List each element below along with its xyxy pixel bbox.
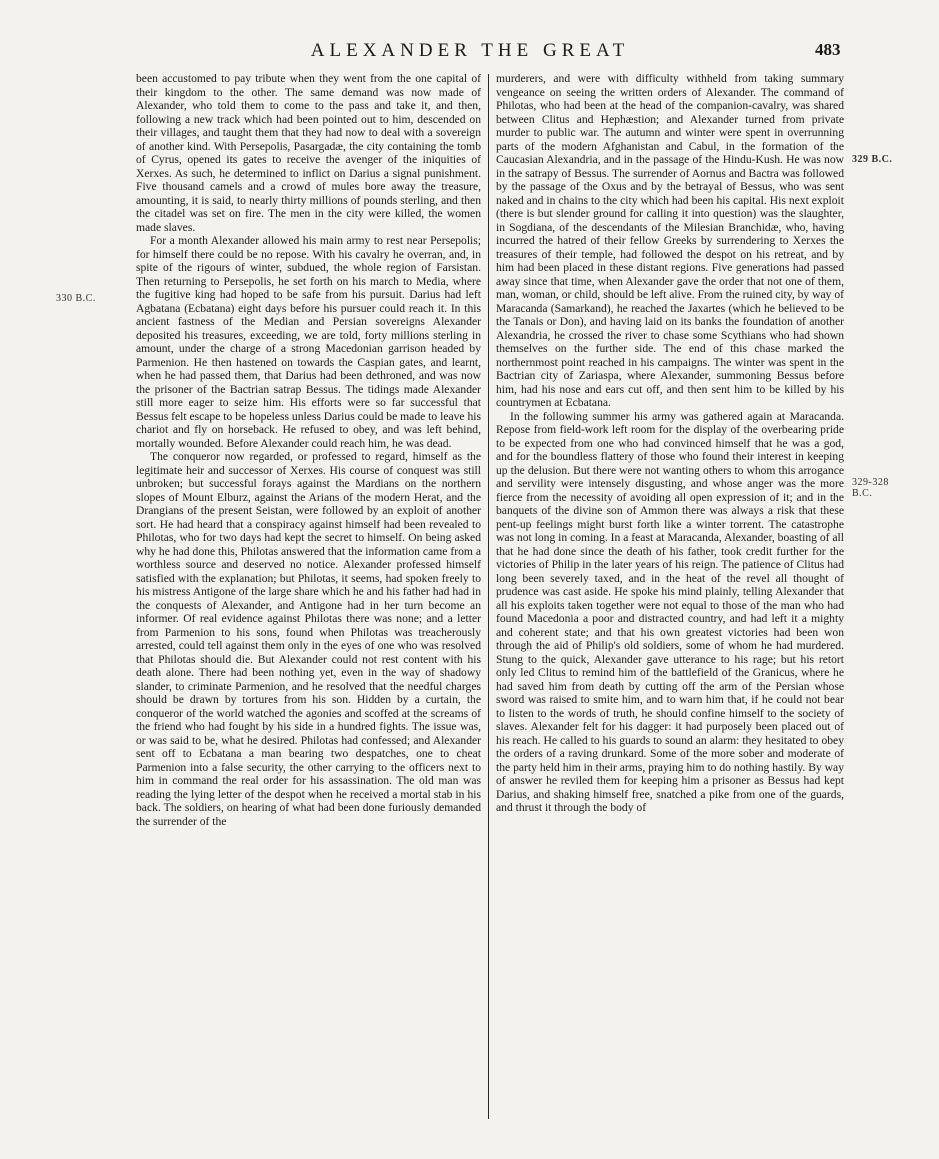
page-number: 483 (815, 40, 841, 59)
right-paragraph-1: murderers, and were with difficulty withheld from taking summary vengeance on seeing the written orders of Alexander. The command of Philotas, who had been at the head of the companion-cavalry, was shared between Clitus and Hephæstion; and Alexander turned from private murder to public war. The autumn and winter were spent in overrunning parts of the modern Afghanistan and Cabul, in the formation of the Caucasian Alexandria, and in the passage of the Hindu-Kush. He was now in the satrapy of Bessus. The surrender of Aornus and Bactra was followed by the passage of the Oxus and by the betrayal of Bessus, who was sent naked and in chains to the city which had been his capital. His next exploit (there is but slender ground for calling it into question) was the slaughter, in Sogdiana, of the descendants of the Milesian Branchidæ, who, having incurred the hatred of their fellow Greeks by surrendering to Xerxes the treasures of their temple, had followed the despot on his retreat, and by him had been placed in these distant regions. Five generations had passed away since that time, when Alexander gave the order that not one of them, man, woman, or child, should be left alive. From the ruined city, by way of Maracanda (Samarkand), he reached the Jaxartes (which he believed to be the Tanais or Don), and having laid on its banks the foundation of another Alexandria, he crossed the river to chase some Scythians who had shown themselves on the further side. The end of this chase marked the northernmost point reached in his campaigns. The winter was spent in the Bactrian city of Zariaspa, where Alexander, summoning Bessus before him, had his nose and ears cut off, and then sent him to be killed by his countrymen at Ecbatana. (496, 72, 844, 409)
left-column (136, 72, 481, 828)
margin-date-right-2: 329-328 B.C. (852, 477, 889, 499)
right-column (496, 72, 844, 815)
left-paragraph-2: For a month Alexander allowed his main army to rest near Persepolis; for himself there could be no repose. With his cavalry he overran, and, in spite of the rigours of winter, subdued, the whole region of Farsistan. Then returning to Persepolis, he set forth on his march to Media, where the fugitive king had hoped to be safe from his pursuit. Darius had left Agbatana (Ecbatana) eight days before his pursuer could reach it. In this ancient fastness of the Median and Persian sovereigns Alexander deposited his treasures, exceeding, we are told, forty millions sterling in amount, under the charge of a strong Macedonian garrison headed by Parmenion. He then hastened on towards the Caspian gates, and learnt, when he had passed them, that Darius had been dethroned, and was now the prisoner of the Bactrian satrap Bessus. The tidings made Alexander still more eager to seize him. His efforts were so far successful that Bessus felt escape to be hopeless unless Darius could be made to leave his chariot and fly on horseback. He refused to obey, and was left behind, mortally wounded. Before Alexander could reach him, he was dead. (136, 234, 481, 450)
column-divider (488, 74, 489, 1119)
left-paragraph-3: The conqueror now regarded, or professed to regard, himself as the legitimate heir and successor of Xerxes. His course of conquest was still unbroken; but successful forays against the Mardians on the northern slopes of Mount Elburz, against the Arians of the modern Herat, and the Drangians of the present Seistan, were followed by an exploit of another sort. He had heard that a conspiracy against himself had been revealed to Philotas, who for two days had kept the secret to himself. On being asked why he had done this, Philotas answered that the information came from a worthless source and deserved no notice. Alexander professed himself satisfied with the explanation; but Philotas, it seems, had spoken freely to his mistress Antigone of the large share which he and his father had had in the conquests of Alexander, and Antigone had in her turn become an informer. Of real evidence against Philotas there was none; and a letter from Parmenion to his sons, found when Philotas was treacherously arrested, could tell against them only in the eyes of one who was resolved that Philotas should die. But Alexander could not rest content with his death alone. There had been nothing yet, even in the way of shadowy slander, to criminate Parmenion, and he resolved that the needful charges should be drawn by tortures from his son. Hidden by a curtain, the conqueror of the world watched the agonies and scoffed at the screams of the friend who had fought by his side in a hundred fights. The issue was, or was said to be, what he desired. Philotas had confessed; and Alexander sent off to Ecbatana a man bearing two despatches, one to cheat Parmenion into a false security, the other carrying to the officers next to him in command the real order for his assassination. The old man was reading the lying letter of the despot when he received a mortal stab in his back. The soldiers, on hearing of what had been done furiously demanded the surrender of the (136, 450, 481, 828)
margin-date-left: 330 B.C. (56, 293, 96, 304)
right-paragraph-2: In the following summer his army was gathered again at Maracanda. Repose from field-work left room for the display of the overbearing pride to be expected from one who had convinced himself that he was a god, and for the boundless flattery of those who found their interest in keeping up the delusion. But there were not wanting others to whom this arrogance and servility were intensely disgusting, and whose anger was the more fierce from the necessity of avoiding all open expression of it; and in the banquets of the divine son of Ammon there was always a risk that these pent-up feelings might burst forth like a winter torrent. The catastrophe was not long in coming. In a feast at Maracanda, Alexander, boasting of all that he had done since the death of his father, took credit further for the victories of Philip in the later years of his reign. The patience of Clitus had long been severely taxed, and in the heat of the revel all thought of prudence was cast aside. He spoke his mind plainly, telling Alexander that all his exploits taken together were not equal to those of the man who had found Macedonia a poor and distracted country, and had left it a mighty and coherent state; and that his own greatest victories had been won through the aid of Philip's old soldiers, some of whom he had murdered. Stung to the quick, Alexander gave utterance to his rage; but his retort only led Clitus to remind him of the battlefield of the Granicus, where he had saved him from death by cutting off the arm of the Persian whose sword was raised to smite him, and to warn him that, if he could not bear to listen to the words of truth, he should confine himself to the society of slaves. Alexander felt for his dagger: it had purposely been placed out of his reach. He called to his guards to sound an alarm: they hesitated to obey the orders of a raving drunkard. Some of the more sober and moderate of the party held him in their arms, praying him to do nothing hastily. By way of answer he reviled them for keeping him a prisoner as Bessus had kept Darius, and shaking himself free, snatched a pike from one of the guards, and thrust it through the body of (496, 409, 844, 814)
running-head-title: ALEXANDER THE GREAT (310, 40, 630, 61)
margin-date-right-1: 329 B.C. (852, 154, 893, 165)
left-paragraph-1: been accustomed to pay tribute when they went from the one capital of their kingdom to the other. The same demand was now made of Alexander, who told them to come to the pass and take it, and then, following a new track which had been pointed out to him, descended on their villages, and taught them that they had now to deal with a sovereign of another kind. With Persepolis, Pasargadæ, the city containing the tomb of Cyrus, opened its gates to receive the avenger of the iniquities of Xerxes. As such, he determined to inflict on Darius a signal punishment. Five thousand camels and a crowd of mules bore away the treasure, amounting, it is said, to nearly thirty millions of pounds sterling, and then the citadel was set on fire. The men in the city were killed, the women made slaves. (136, 72, 481, 234)
